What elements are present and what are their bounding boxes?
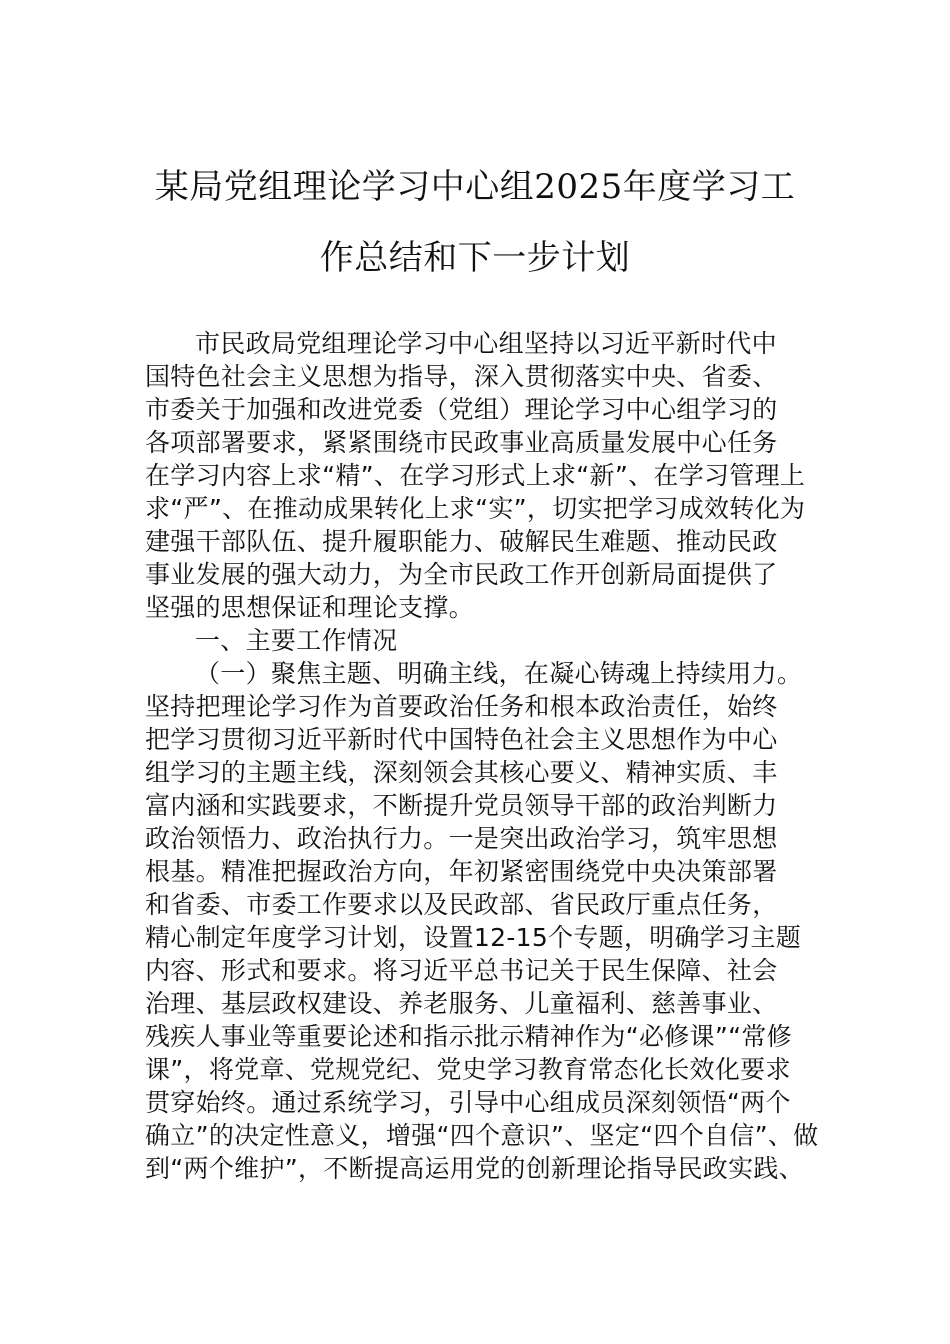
paragraph-line: 和省委、市委工作要求以及民政部、省民政厅重点任务， xyxy=(145,890,778,919)
paragraph-line: 残疾人事业等重要论述和指示批示精神作为“必修课”“常修 xyxy=(145,1022,792,1051)
paragraph-line: 求“严”、在推动成果转化上求“实”，切实把学习成效转化为 xyxy=(145,494,806,523)
subsection-heading: （一）聚焦主题、明确主线，在凝心铸魂上持续用力。 xyxy=(195,659,803,688)
section-heading: 一、主要工作情况 xyxy=(195,626,398,655)
paragraph-line: 政治领悟力、政治执行力。一是突出政治学习，筑牢思想 xyxy=(145,824,778,853)
paragraph-line: 贯穿始终。通过系统学习，引导中心组成员深刻领悟“两个 xyxy=(145,1088,791,1117)
paragraph-line: 国特色社会主义思想为指导，深入贯彻落实中央、省委、 xyxy=(145,362,778,391)
paragraph-line: 根基。精准把握政治方向，年初紧密围绕党中央决策部署 xyxy=(145,857,778,886)
paragraph-line: 课”，将党章、党规党纪、党史学习教育常态化长效化要求 xyxy=(145,1055,791,1084)
paragraph-line: 各项部署要求，紧紧围绕市民政事业高质量发展中心任务 xyxy=(145,428,778,457)
paragraph-line: 到“两个维护”，不断提高运用党的创新理论指导民政实践、 xyxy=(145,1154,805,1183)
paragraph-line: 内容、形式和要求。将习近平总书记关于民生保障、社会 xyxy=(145,956,778,985)
paragraph-line: 坚持把理论学习作为首要政治任务和根本政治责任，始终 xyxy=(145,692,778,721)
paragraph-line: 在学习内容上求“精”、在学习形式上求“新”、在学习管理上 xyxy=(145,461,806,490)
document-title-line-1: 某局党组理论学习中心组2025年度学习工 xyxy=(154,167,796,207)
paragraph-line: 事业发展的强大动力，为全市民政工作开创新局面提供了 xyxy=(145,560,778,589)
paragraph-line: 建强干部队伍、提升履职能力、破解民生难题、推动民政 xyxy=(145,527,778,556)
paragraph-line: 富内涵和实践要求，不断提升党员领导干部的政治判断力 xyxy=(145,791,778,820)
document-title-line-2: 作总结和下一步计划 xyxy=(319,238,631,278)
paragraph-line: 市民政局党组理论学习中心组坚持以习近平新时代中 xyxy=(195,329,777,358)
paragraph-line: 精心制定年度学习计划，设置12-15个专题，明确学习主题 xyxy=(145,923,802,952)
paragraph-line: 治理、基层政权建设、养老服务、儿童福利、慈善事业、 xyxy=(145,989,778,1018)
paragraph-line: 组学习的主题主线，深刻领会其核心要义、精神实质、丰 xyxy=(145,758,778,787)
paragraph-line: 市委关于加强和改进党委（党组）理论学习中心组学习的 xyxy=(145,395,778,424)
paragraph-line: 确立”的决定性意义，增强“四个意识”、坚定“四个自信”、做 xyxy=(145,1121,819,1150)
paragraph-line: 把学习贯彻习近平新时代中国特色社会主义思想作为中心 xyxy=(145,725,778,754)
paragraph-line: 坚强的思想保证和理论支撑。 xyxy=(145,593,474,622)
document-body xyxy=(145,327,820,1185)
